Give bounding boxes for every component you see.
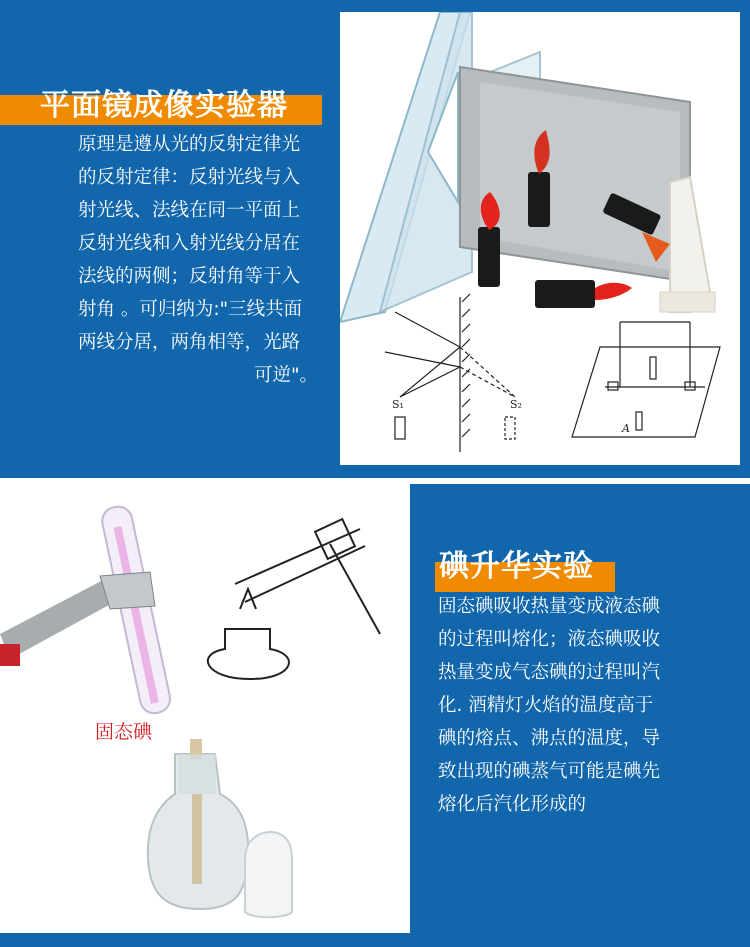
section-body-iodine: [438, 590, 660, 821]
lamp-cap-shape: [245, 832, 292, 917]
body-line: 两线分居，两角相等，光路: [78, 332, 301, 353]
body-line: 可逆"。: [253, 365, 318, 386]
label-s1: S₁: [392, 398, 404, 411]
label-a: A: [622, 422, 630, 435]
plane-mirror-photo: [340, 12, 740, 465]
alcohol-lamp-shape: [148, 739, 248, 909]
body-line: 固态碘吸收热量变成液态碘: [438, 596, 661, 617]
line-drawing-setup: [208, 519, 380, 679]
section-iodine-sublimation: [0, 484, 750, 947]
body-line: 碘的熔点、沸点的温度，导: [438, 728, 661, 749]
body-line: 熔化后汽化形成的: [438, 794, 587, 815]
section-title-iodine: 碘升华实验: [439, 549, 594, 584]
body-line: 射光线、法线在同一平面上: [78, 200, 301, 221]
body-line: 致出现的碘蒸气可能是碘先: [438, 761, 661, 782]
body-line: 热量变成气态碘的过程叫汽: [438, 662, 661, 683]
body-line: 原理是遵从光的反射定律光: [78, 134, 301, 155]
ray-diagram: [385, 294, 515, 452]
body-line: 化. 酒精灯火焰的温度高于: [438, 695, 654, 716]
body-line: 反射光线和入射光线分居在: [78, 233, 301, 254]
body-line: 法线的两侧；反射角等于入: [78, 266, 301, 287]
iodine-caption: 固态碘: [95, 721, 153, 743]
body-line: 射角 。可归纳为:"三线共面: [78, 299, 303, 320]
plane-mirror-illustration: [340, 12, 740, 465]
section-body-plane-mirror: [78, 128, 318, 392]
section-title-plane-mirror: 平面镜成像实验器: [40, 88, 288, 123]
iodine-experiment-photo: [0, 484, 410, 933]
iodine-experiment-illustration: [0, 484, 410, 933]
body-line: 的过程叫熔化；液态碘吸收: [438, 629, 661, 650]
test-tube-shape: [100, 504, 173, 716]
body-line: 的反射定律：反射光线与入: [78, 167, 301, 188]
label-s2: S₂: [510, 398, 522, 411]
perspective-diagram: [572, 322, 720, 437]
